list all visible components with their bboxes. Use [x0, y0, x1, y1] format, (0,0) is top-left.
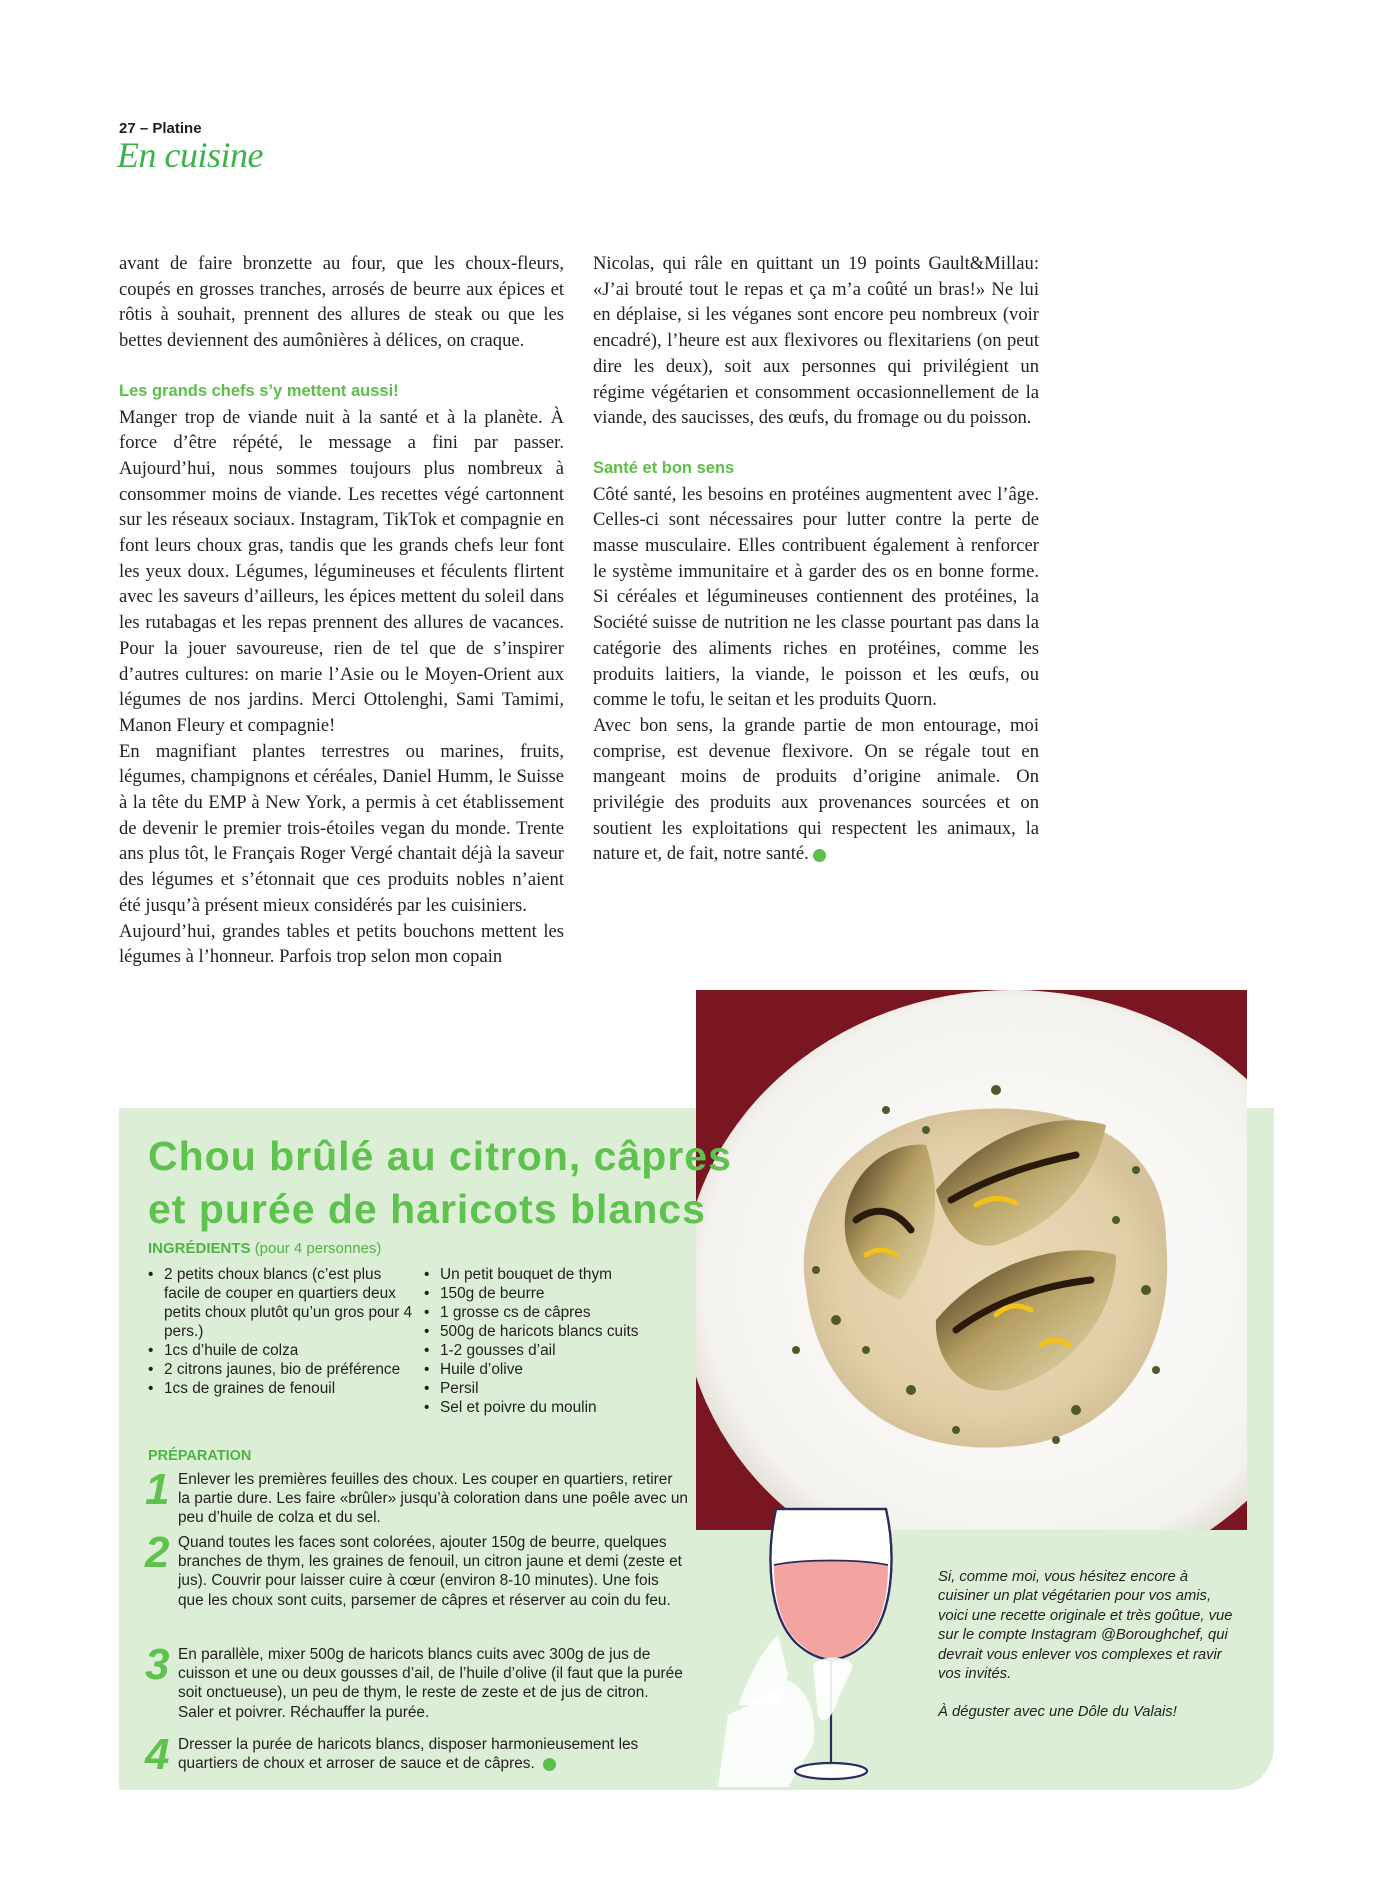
article-paragraph [119, 919, 564, 970]
paragraph-text: Santé et bon sens [593, 458, 735, 477]
paragraph-text: Manger trop de viande nuit à la santé et à la planète. À force d’être répété, le message a fini par passer. Aujourd’hui, nous sommes toujours plus nombreux à consommer moins de viande. Les recettes végé cartonnent sur les réseaux sociaux. Instagram, TikTok et compagnie en font leurs choux gras, tandis que les grands chefs leur font les yeux doux. Légumes, légumineuses et féculents flirtent avec les saveurs d’ailleurs, les épices mettent du soleil dans les rutabagas et les repas prennent des allures de vacances. Pour la jouer savoureuse, rien de tel que de s’inspirer d’autres cultures: on marie l’Asie ou le Moyen-Orient aux légumes de nos jardins. Merci Ottolenghi, Sami Tamimi, Manon Fleury et compagnie! [119, 406, 564, 736]
preparation-heading: PRÉPARATION [148, 1448, 252, 1464]
ingredients-list-right [422, 1265, 692, 1417]
article-column-right [593, 251, 1039, 867]
ingredients-list-left [146, 1265, 416, 1398]
step-text: En parallèle, mixer 500g de haricots blancs cuits avec 300g de jus de cuisson et une ou deux gousses d’ail, de l’huile d’olive (il faut que la purée soit onctueuse), un peu de thym, le reste de zeste et de jus de citron. Saler et poivrer. Réchauffer la purée. [178, 1646, 683, 1721]
ingredient-item: • Huile d’olive [422, 1360, 692, 1379]
recipe-title-line-2: et purée de haricots blancs [148, 1186, 706, 1232]
article-paragraph [119, 405, 564, 739]
ingredient-item: • Un petit bouquet de thym [422, 1265, 692, 1284]
note-text: Si, comme moi, vous hésitez encore à cuisiner un plat végétarien pour vos amis, voici une recette originale et très goûtue, vue sur le compte Instagram @Boroughchef, qui devrait vous enlever vos complexes et ravir vos invités. [938, 1569, 1233, 1683]
paragraph-text: Les grands chefs s’y mettent aussi! [119, 381, 399, 400]
article-paragraph [593, 251, 1039, 431]
ingredients-label: INGRÉDIENTS [148, 1240, 251, 1257]
ingredient-item: • 500g de haricots blancs cuits [422, 1322, 692, 1341]
step-number: 3 [145, 1640, 170, 1689]
ingredient-item: • 1cs d’huile de colza [146, 1341, 416, 1360]
folio-separator: – [139, 120, 149, 137]
step-number: 2 [145, 1528, 170, 1577]
step-text: Enlever les premières feuilles des choux. Les couper en quartiers, retirer la partie dure. Les faire «brûler» jusqu’à coloration dans une poêle avec un peu d’huile de colza et du sel. [178, 1471, 688, 1527]
ingredient-item: • Sel et poivre du moulin [422, 1398, 692, 1417]
servings-label: (pour 4 personnes) [254, 1240, 382, 1257]
ingredient-item: • 1cs de graines de fenouil [146, 1379, 416, 1398]
ingredient-item: • 150g de beurre [422, 1284, 692, 1303]
paragraph-text: Nicolas, qui râle en quittant un 19 points Gault&Millau: «J’ai brouté tout le repas et ça m’a coûté un bras!» Ne lui en déplaise, si les véganes sont encore peu nombreux (voir encadré), l’heure est aux flexivores ou flexitariens (on peut dire les deux), soit aux personnes qui privilégient un régime végétarien et consomment occasionnellement de la viande, des saucisses, des œufs, du fromage ou du poisson. [593, 253, 1039, 429]
paragraph-text: Aujourd’hui, grandes tables et petits bouchons mettent les légumes à l’honneur. Parfois trop selon mon copain [119, 920, 564, 968]
recipe-note [938, 1568, 1238, 1723]
end-dot-icon [543, 1758, 556, 1771]
paragraph-text: Côté santé, les besoins en protéines augmentent avec l’âge. Celles-ci sont nécessaires pour lutter contre la perte de masse musculaire. Elles contribuent également à renforcer le système immunitaire et à garder des os en bonne forme. Si céréales et légumineuses contiennent des protéines, la Société suisse de nutrition ne les classe pourtant pas dans la catégorie des aliments riches en protéines, comme les produits laitiers, la viande, le poisson et les œufs, ou comme le tofu, le seitan et les produits Quorn. [593, 483, 1039, 711]
ingredient-item: • 1 grosse cs de câpres [422, 1303, 692, 1322]
step-number: 1 [145, 1465, 170, 1514]
ingredient-item: • 2 petits choux blancs (c’est plus facile de couper en quartiers deux petits choux plutôt qu’un gros pour 4 pers.) [146, 1265, 416, 1341]
ingredients-heading [148, 1240, 381, 1257]
ingredient-item: • 1-2 gousses d’ail [422, 1341, 692, 1360]
article-subhead [593, 456, 1039, 482]
step-text-content: Dresser la purée de haricots blancs, disposer harmonieusement les quartiers de choux et arroser de sauce et de câpres. [178, 1736, 639, 1773]
section-title: En cuisine [117, 135, 263, 175]
step-text [178, 1735, 688, 1773]
recipe-title-line-1: Chou brûlé au citron, câpres [148, 1133, 732, 1179]
step-text: Quand toutes les faces sont colorées, ajouter 150g de beurre, quelques branches de thym, les graines de fenouil, un citron jaune et demi (zeste et jus). Couvrir pour laisser cuire à cœur (environ 8-10 minutes). Une fois que les choux sont cuits, parsemer de câpres et réserver au coin du feu. [178, 1534, 682, 1609]
dish-photo [696, 990, 1247, 1530]
article-column-left [119, 251, 564, 970]
magazine-name: Platine [152, 120, 202, 137]
ingredient-item: • Persil [422, 1379, 692, 1398]
article-paragraph [119, 739, 564, 919]
paragraph-text: En magnifiant plantes terrestres ou marines, fruits, légumes, champignons et céréales, Daniel Humm, le Suisse à la tête du EMP à New York, a permis à cet établissement de devenir le premier trois-étoiles vegan du monde. Trente ans plus tôt, le Français Roger Vergé chantait déjà la saveur des légumes et s’étonnait que ces produits nobles n’aient été jusqu’à présent mieux considérés par les cuisiniers. [119, 740, 564, 916]
paragraph-text: Avec bon sens, la grande partie de mon entourage, moi comprise, est devenue flexivore. On se régale tout en mangeant moins de produits d’origine animale. On privilégie des produits aux provenances sourcées et on soutient les exploitations qui respectent les animaux, la nature et, de fait, notre santé. [593, 714, 1039, 865]
step-number: 4 [145, 1730, 170, 1779]
ingredient-item: • 2 citrons jaunes, bio de préférence [146, 1360, 416, 1379]
article-subhead [119, 379, 564, 405]
paragraph-text: avant de faire bronzette au four, que les choux-fleurs, coupés en grosses tranches, arrosés de beurre aux épices et rôtis à souhait, prennent des allures de steak ou que les bettes deviennent des aumônières à délices, on craque. [119, 253, 564, 352]
recipe-title [148, 1130, 788, 1236]
end-dot-icon [813, 849, 826, 862]
article-paragraph [593, 713, 1039, 867]
article-paragraph [593, 482, 1039, 713]
wine-pairing: À déguster avec une Dôle du Valais! [938, 1704, 1177, 1721]
page-number: 27 [119, 120, 136, 137]
wine-glass-illustration [718, 1505, 938, 1787]
article-paragraph [119, 251, 564, 354]
